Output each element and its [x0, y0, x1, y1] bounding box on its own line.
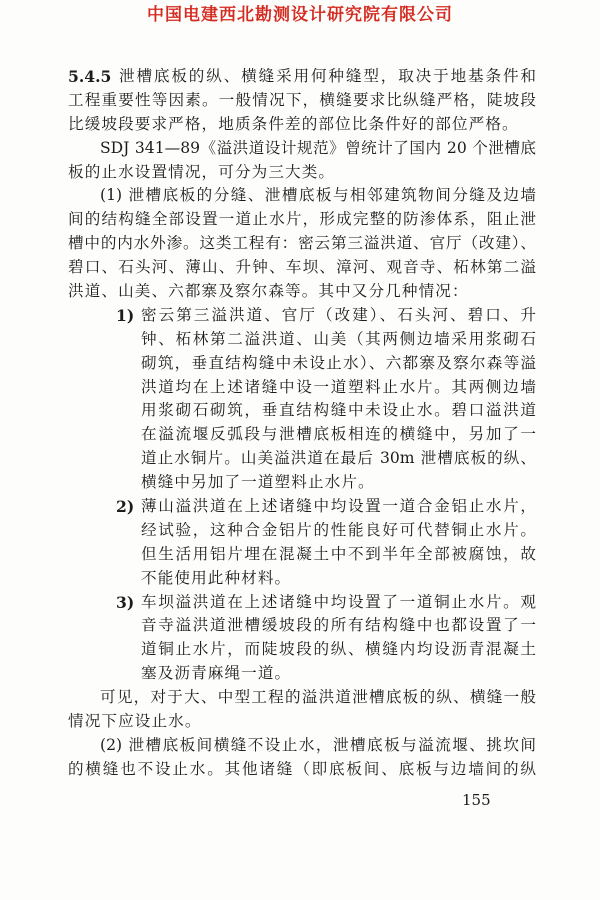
text-line: 音寺溢洪道泄槽缓坡段的所有结构缝中也都设置了一	[141, 616, 536, 635]
page-number: 155	[462, 791, 491, 809]
text-line: 钟、柘林第二溢洪道、山美（其两侧边墙采用浆砌石	[141, 329, 536, 348]
text-line: 板的止水设置情况，可分为三大类。	[68, 162, 336, 181]
text-line: 密云第三溢洪道、官厅（改建）、石头河、碧口、升	[141, 305, 536, 324]
text-line: 泄槽底板的纵、横缝采用何种缝型，取决于地基条件和	[119, 67, 536, 85]
text-line: 不能使用此种材料。	[141, 568, 292, 587]
text-line: 道止水铜片。山美溢洪道在最后 30m 泄槽底板的纵、	[141, 449, 536, 468]
text-line: 但生活用铝片埋在混凝土中不到半年全部被腐蚀，故	[141, 544, 536, 563]
text-line: 车坝溢洪道在上述诸缝中均设置了一道铜止水片。观	[141, 592, 536, 611]
text-line: (1) 泄槽底板的分缝、泄槽底板与相邻建筑物间分缝及边墙	[100, 186, 536, 205]
text-line: 塞及沥青麻绳一道。	[141, 664, 292, 683]
text-line: 经试验，这种合金铝片的性能良好可代替铜止水片。	[141, 520, 536, 539]
text-line: (2) 泄槽底板间横缝不设止水，泄槽底板与溢流堰、挑坎间	[100, 735, 536, 754]
text-line: SDJ 341—89《溢洪道设计规范》曾统计了国内 20 个泄槽底	[100, 138, 536, 157]
text-line: 比缓坡段要求严格，地质条件差的部位比条件好的部位严格。	[68, 114, 519, 133]
text-line: 情况下应设止水。	[68, 712, 202, 731]
text-line: 在溢流堰反弧段与泄槽底板相连的横缝中，另加了一	[141, 425, 536, 444]
text-line: 洪道、山美、六都寨及察尔森等。其中又分几种情况：	[68, 282, 469, 301]
list-item	[68, 495, 536, 591]
section-number: 5.4.5	[68, 67, 112, 86]
text-line: 可见，对于大、中型工程的溢洪道泄槽底板的纵、横缝一般	[100, 688, 536, 707]
body-text	[68, 65, 536, 782]
text-line: 洪道均在上述诸缝中设一道塑料止水片。其两侧边墙	[141, 377, 536, 396]
text-line: 碧口、石头河、薄山、升钟、车坝、漳河、观音寺、柘林第二溢	[68, 258, 536, 277]
list-marker: 3)	[116, 592, 135, 612]
list-item	[68, 304, 536, 495]
text-line: 砌筑，垂直结构缝中未设止水）、六都寨及察尔森等溢	[141, 353, 536, 372]
text-line: 的横缝也不设止水。其他诸缝（即底板间、底板与边墙间的纵	[68, 759, 536, 778]
text-line: 间的结构缝全部设置一道止水片，形成完整的防渗体系，阻止泄	[68, 210, 536, 229]
text-line: 工程重要性等因素。一般情况下，横缝要求比纵缝严格，陡坡段	[68, 90, 536, 109]
text-line: 道铜止水片，而陡坡段的纵、横缝内均设沥青混凝土	[141, 640, 536, 659]
text-line: 槽中的内水外渗。这类工程有：密云第三溢洪道、官厅（改建）、	[68, 234, 536, 253]
list-marker: 1)	[116, 305, 135, 325]
publisher-header: 中国电建西北勘测设计研究院有限公司	[147, 5, 453, 25]
list-item	[68, 591, 536, 687]
text-line: 用浆砌石砌筑，垂直结构缝中未设止水。碧口溢洪道	[141, 401, 536, 420]
list-marker: 2)	[116, 497, 135, 517]
section-heading-line	[68, 65, 536, 89]
text-line: 薄山溢洪道在上述诸缝中均设置一道合金铝止水片，	[141, 497, 536, 516]
text-line: 横缝中另加了一道塑料止水片。	[141, 473, 375, 492]
